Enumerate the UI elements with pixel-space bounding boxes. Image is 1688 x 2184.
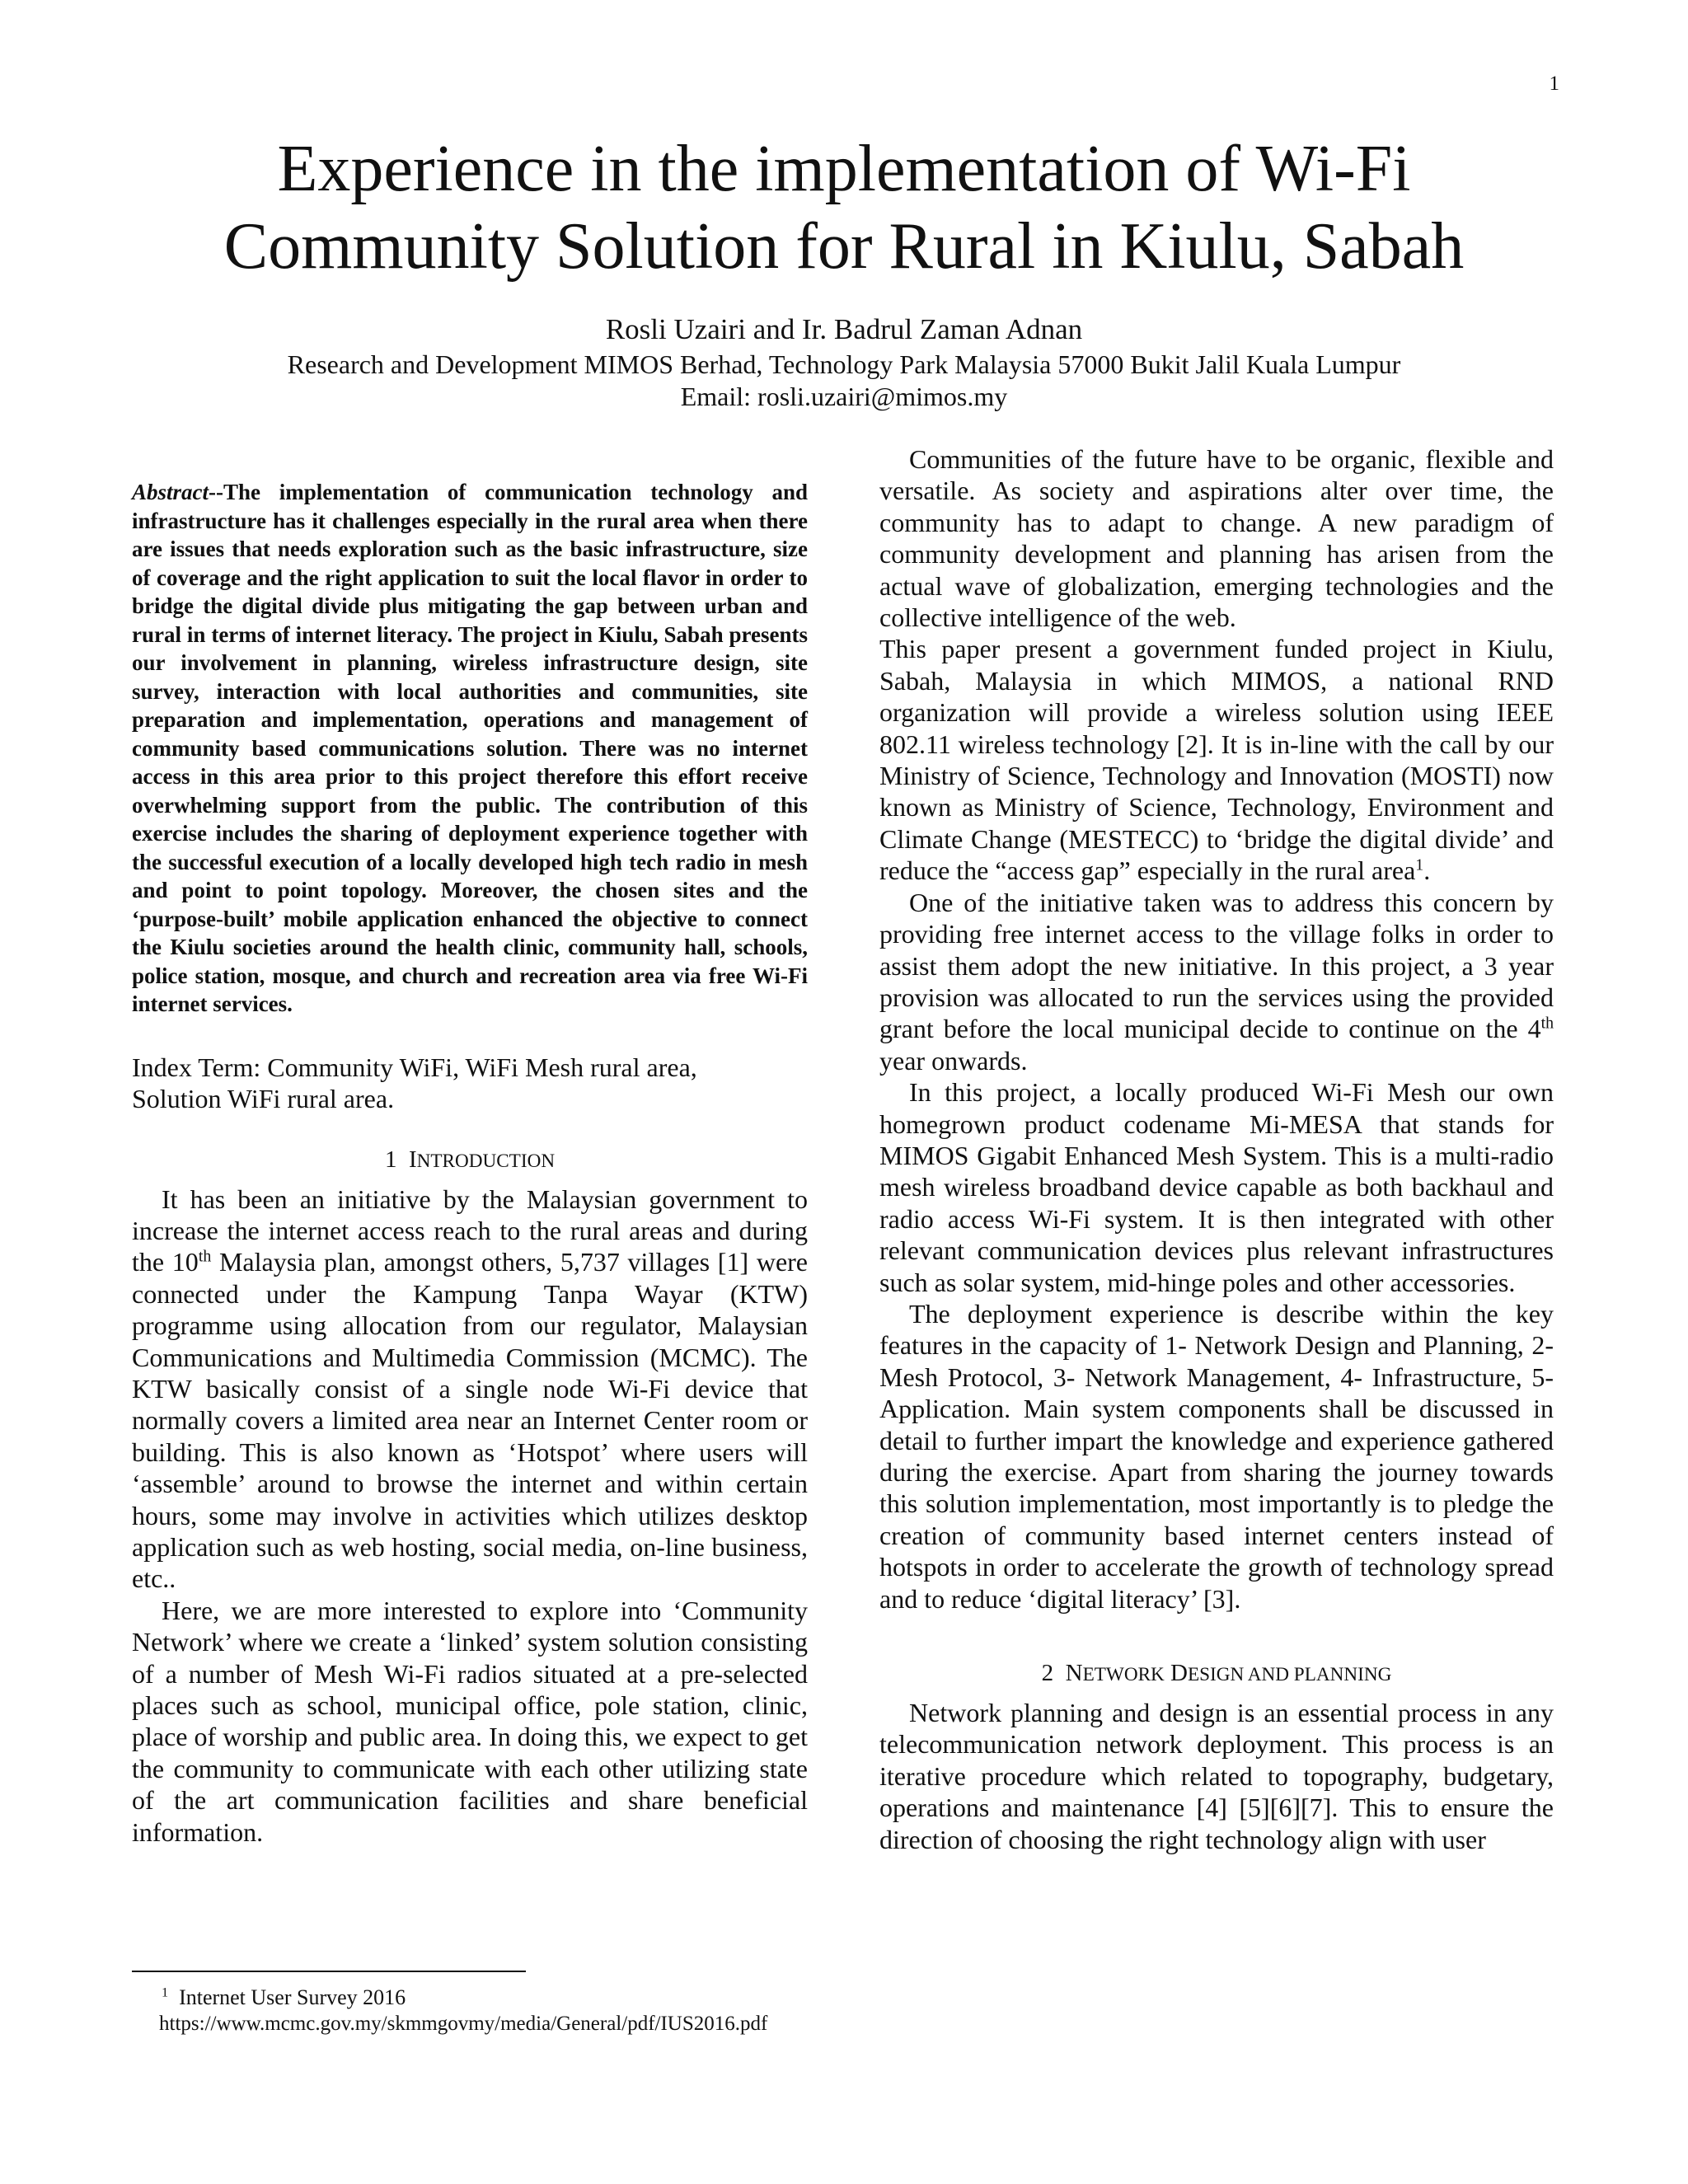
right-column bbox=[879, 443, 1554, 1855]
network-paragraph-1: Network planning and design is an essential process in any telecommunication network deployment. This process is an iterative procedure which related to topography, budgetary, operations and maintenance [4] [5][6][7]. This to ensure the direction of choosing the right technology align with user bbox=[879, 1698, 1554, 1854]
heading-rest: ESIGN AND PLANNING bbox=[1187, 1664, 1392, 1686]
superscript: th bbox=[198, 1247, 212, 1266]
title-line-2: Community Solution for Rural in Kiulu, Sabah bbox=[223, 210, 1465, 283]
abstract-label: Abstract bbox=[132, 480, 209, 504]
section-heading-network-design bbox=[879, 1657, 1554, 1690]
index-terms bbox=[132, 1052, 808, 1114]
footnote-url[interactable]: https://www.mcmc.gov.my/skmmgovmy/media/General/pdf/IUS2016.pdf bbox=[159, 2013, 768, 2035]
author-email: Email: rosli.uzairi@mimos.my bbox=[680, 382, 1008, 411]
section-number: 2 bbox=[1041, 1660, 1054, 1687]
right-paragraph-3 bbox=[879, 887, 1554, 1076]
superscript: th bbox=[1540, 1014, 1554, 1033]
authors: Rosli Uzairi and Ir. Badrul Zaman Adnan bbox=[605, 313, 1083, 345]
text-span: . bbox=[1423, 855, 1431, 886]
index-terms-line-1: Index Term: Community WiFi, WiFi Mesh rural area, bbox=[132, 1052, 697, 1082]
section-heading-introduction bbox=[132, 1144, 808, 1177]
heading-initial: I bbox=[408, 1146, 417, 1173]
right-paragraph-2 bbox=[879, 633, 1554, 886]
affiliation: Research and Development MIMOS Berhad, Technology Park Malaysia 57000 Bukit Jalil Kuala Lumpur bbox=[287, 349, 1401, 379]
section-number: 1 bbox=[384, 1146, 397, 1173]
text-span: year onwards. bbox=[879, 1045, 1028, 1076]
footnote-divider bbox=[132, 1971, 526, 1972]
text-span: Malaysia plan, amongst others, 5,737 villages [1] were connected under the Kampung Tanpa Wayar (KTW) programme using allocation from our regulator, Malaysian Communications and Multimedia Commission (MCMC). The KTW basically consist of a single node Wi-Fi device that normally covers a limited area near an Internet Center room or building. This is also known as ‘Hotspot’ where users will ‘assemble’ around to browse the internet and within certain hours, some may involve in activities which utilizes desktop application such as web hosting, social media, on-line business, etc.. bbox=[132, 1247, 809, 1594]
page-number: 1 bbox=[1549, 73, 1559, 95]
index-terms-line-2: Solution WiFi rural area. bbox=[132, 1083, 395, 1113]
heading-rest: NTRODUCTION bbox=[416, 1150, 556, 1172]
text-span: It has been an initiative by the Malaysian government to increase the internet access reach to the rural areas and during the 10 bbox=[132, 1183, 808, 1277]
footnote bbox=[159, 1985, 903, 2035]
intro-paragraph-2: Here, we are more interested to explore into ‘Community Network’ where we create a ‘linked’ system solution consisting of a number of Mesh Wi-Fi radios situated at a pre-selected places such as school, municipal office, pole station, clinic, place of worship and public area. In doing this, we expect to get the community to communicate with each other utilizing state of the art communication facilities and share beneficial information. bbox=[132, 1595, 808, 1847]
heading-initial: D bbox=[1170, 1660, 1188, 1687]
left-column bbox=[132, 478, 808, 1848]
text-span: One of the initiative taken was to address this concern by providing free internet access to the village folks in order to assist them adopt the new initiative. In this project, a 3 year provision was allocated to run the services using the provided grant before the local municipal decide to continue on the 4 bbox=[879, 887, 1554, 1044]
title-line-1: Experience in the implementation of Wi-Fi bbox=[277, 133, 1411, 205]
right-paragraph-1: Communities of the future have to be organic, flexible and versatile. As society and aspirations alter over time, the community has to adapt to change. A new paradigm of community development and planning has arisen from the actual wave of globalization, emerging technologies and the collective intelligence of the web. bbox=[879, 444, 1554, 633]
paper-title bbox=[124, 130, 1564, 285]
heading-initial: N bbox=[1065, 1660, 1083, 1687]
footnote-text: Internet User Survey 2016 bbox=[179, 1985, 406, 2009]
text-span: This paper present a government funded project in Kiulu, Sabah, Malaysia in which MIMOS, a national RND organization will provide a wireless solution using IEEE 802.11 wireless technology [2]. It is in-line with the call by our Ministry of Science, Technology and Innovation (MOSTI) now known as Ministry of Science, Technology, Environment and Climate Change (MESTECC) to ‘bridge the digital divide’ and reduce the “access gap” especially in the rural area bbox=[879, 634, 1554, 886]
abstract bbox=[132, 478, 808, 1019]
footnote-number: 1 bbox=[162, 1985, 169, 2000]
right-paragraph-4: In this project, a locally produced Wi-Fi Mesh our own homegrown product codename Mi-MESA that stands for MIMOS Gigabit Enhanced Mesh System. This is a multi-radio mesh wireless broadband device capable as both backhaul and radio access Wi-Fi system. It is then integrated with other relevant communication devices plus relevant infrastructures such as solar system, mid-hinge poles and other accessories. bbox=[879, 1077, 1554, 1297]
right-paragraph-5: The deployment experience is describe within the key features in the capacity of 1- Network Design and Planning, 2- Mesh Protocol, 3- Network Management, 4- Infrastructure, 5- Application. Main system components shall be discussed in detail to further impart the knowledge and experience gathered during the exercise. Apart from sharing the journey towards this solution implementation, most importantly is to pledge the creation of community based internet centers instead of hotspots in order to accelerate the growth of technology spread and to reduce ‘digital literacy’ [3]. bbox=[879, 1298, 1554, 1614]
abstract-text: --The implementation of communication technology and infrastructure has it challenges especially in the rural area when there are issues that needs exploration such as the basic infrastructure, size of coverage and the right application to suit the local flavor in order to bridge the digital divide plus mitigating the gap between urban and rural in terms of internet literacy. The project in Kiulu, Sabah presents our involvement in planning, wireless infrastructure design, site survey, interaction with local authorities and communities, site preparation and implementation, operations and management of community based communications solution. There was no internet access in this area prior to this project therefore this effort receive overwhelming support from the public. The contribution of this exercise includes the sharing of deployment experience together with the successful execution of a locally developed high tech radio in mesh and point to point topology. Moreover, the chosen sites and the ‘purpose-built’ mobile application enhanced the objective to connect the Kiulu societies around the health clinic, community hall, schools, police station, mosque, and church and recreation area via free Wi-Fi internet services. bbox=[132, 480, 808, 1016]
heading-rest: ETWORK bbox=[1082, 1664, 1165, 1686]
intro-paragraph-1 bbox=[132, 1183, 808, 1595]
footnote-marker: 1 bbox=[1415, 855, 1424, 874]
